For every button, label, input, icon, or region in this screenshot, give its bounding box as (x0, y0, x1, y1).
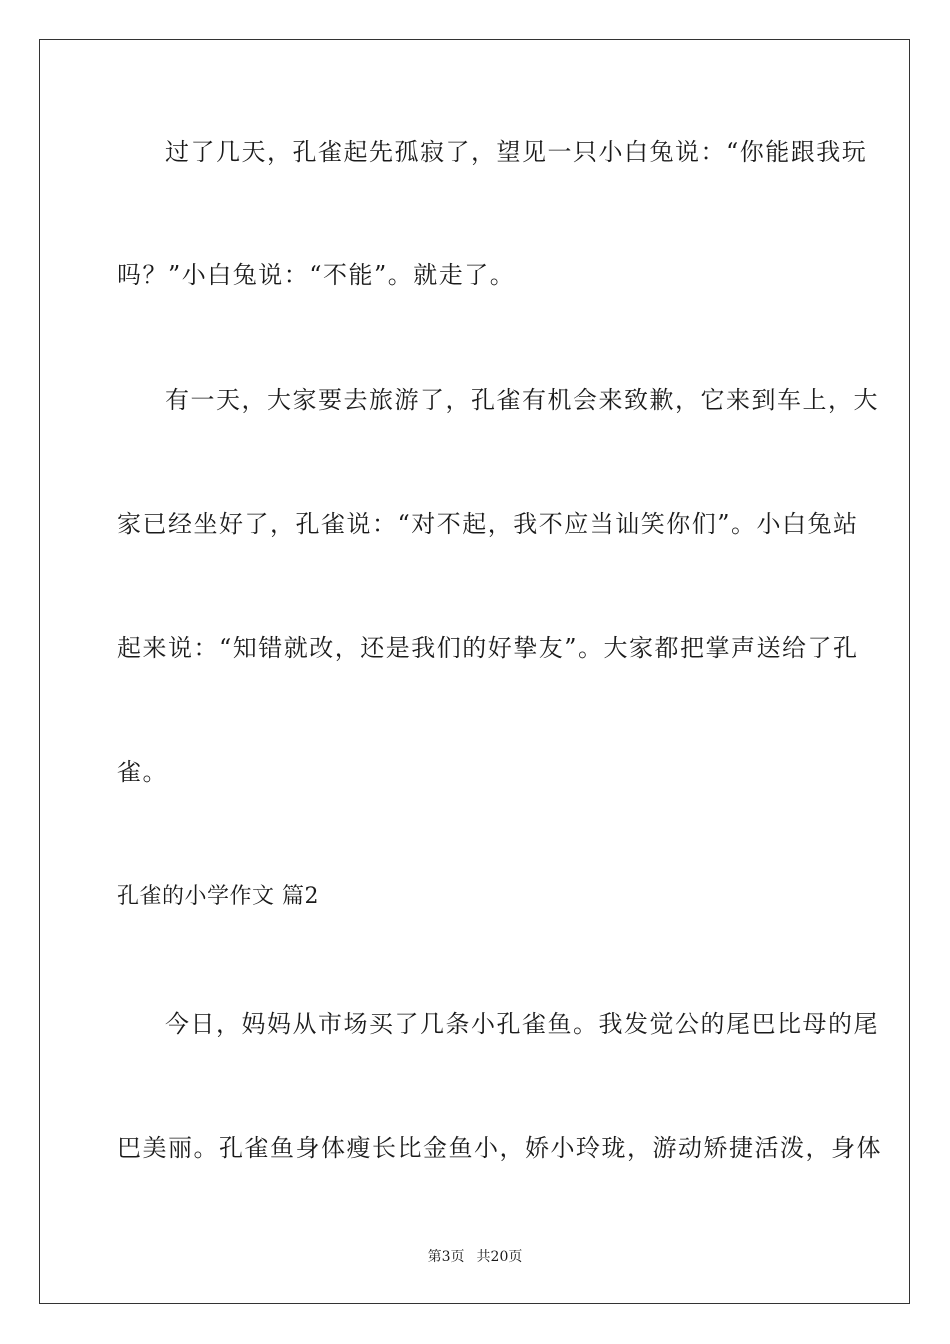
paragraph-1-line-1: 过了几天，孔雀起先孤寂了，望见一只小白兔说：“你能跟我玩 (165, 138, 868, 166)
page-border (39, 39, 910, 1304)
page-footer (0, 1247, 950, 1267)
paragraph-3-line-2: 巴美丽。孔雀鱼身体瘦长比金鱼小，娇小玲珑，游动矫捷活泼，身体 (117, 1134, 882, 1162)
paragraph-2-line-1: 有一天，大家要去旅游了，孔雀有机会来致歉，它来到车上，大 (165, 386, 879, 414)
page-number: 第3页 (427, 1249, 465, 1265)
page-total: 共20页 (476, 1249, 523, 1265)
section-heading: 孔雀的小学作文 篇2 (117, 884, 319, 909)
paragraph-2-line-2: 家已经坐好了，孔雀说：“对不起，我不应当讪笑你们”。小白兔站 (117, 510, 859, 538)
paragraph-2-line-4: 雀。 (117, 758, 168, 786)
paragraph-2-line-3: 起来说：“知错就改，还是我们的好挚友”。大家都把掌声送给了孔 (117, 634, 859, 662)
paragraph-3-line-1: 今日，妈妈从市场买了几条小孔雀鱼。我发觉公的尾巴比母的尾 (165, 1010, 879, 1038)
paragraph-1-line-2: 吗？”小白兔说：“不能”。就走了。 (117, 261, 516, 289)
